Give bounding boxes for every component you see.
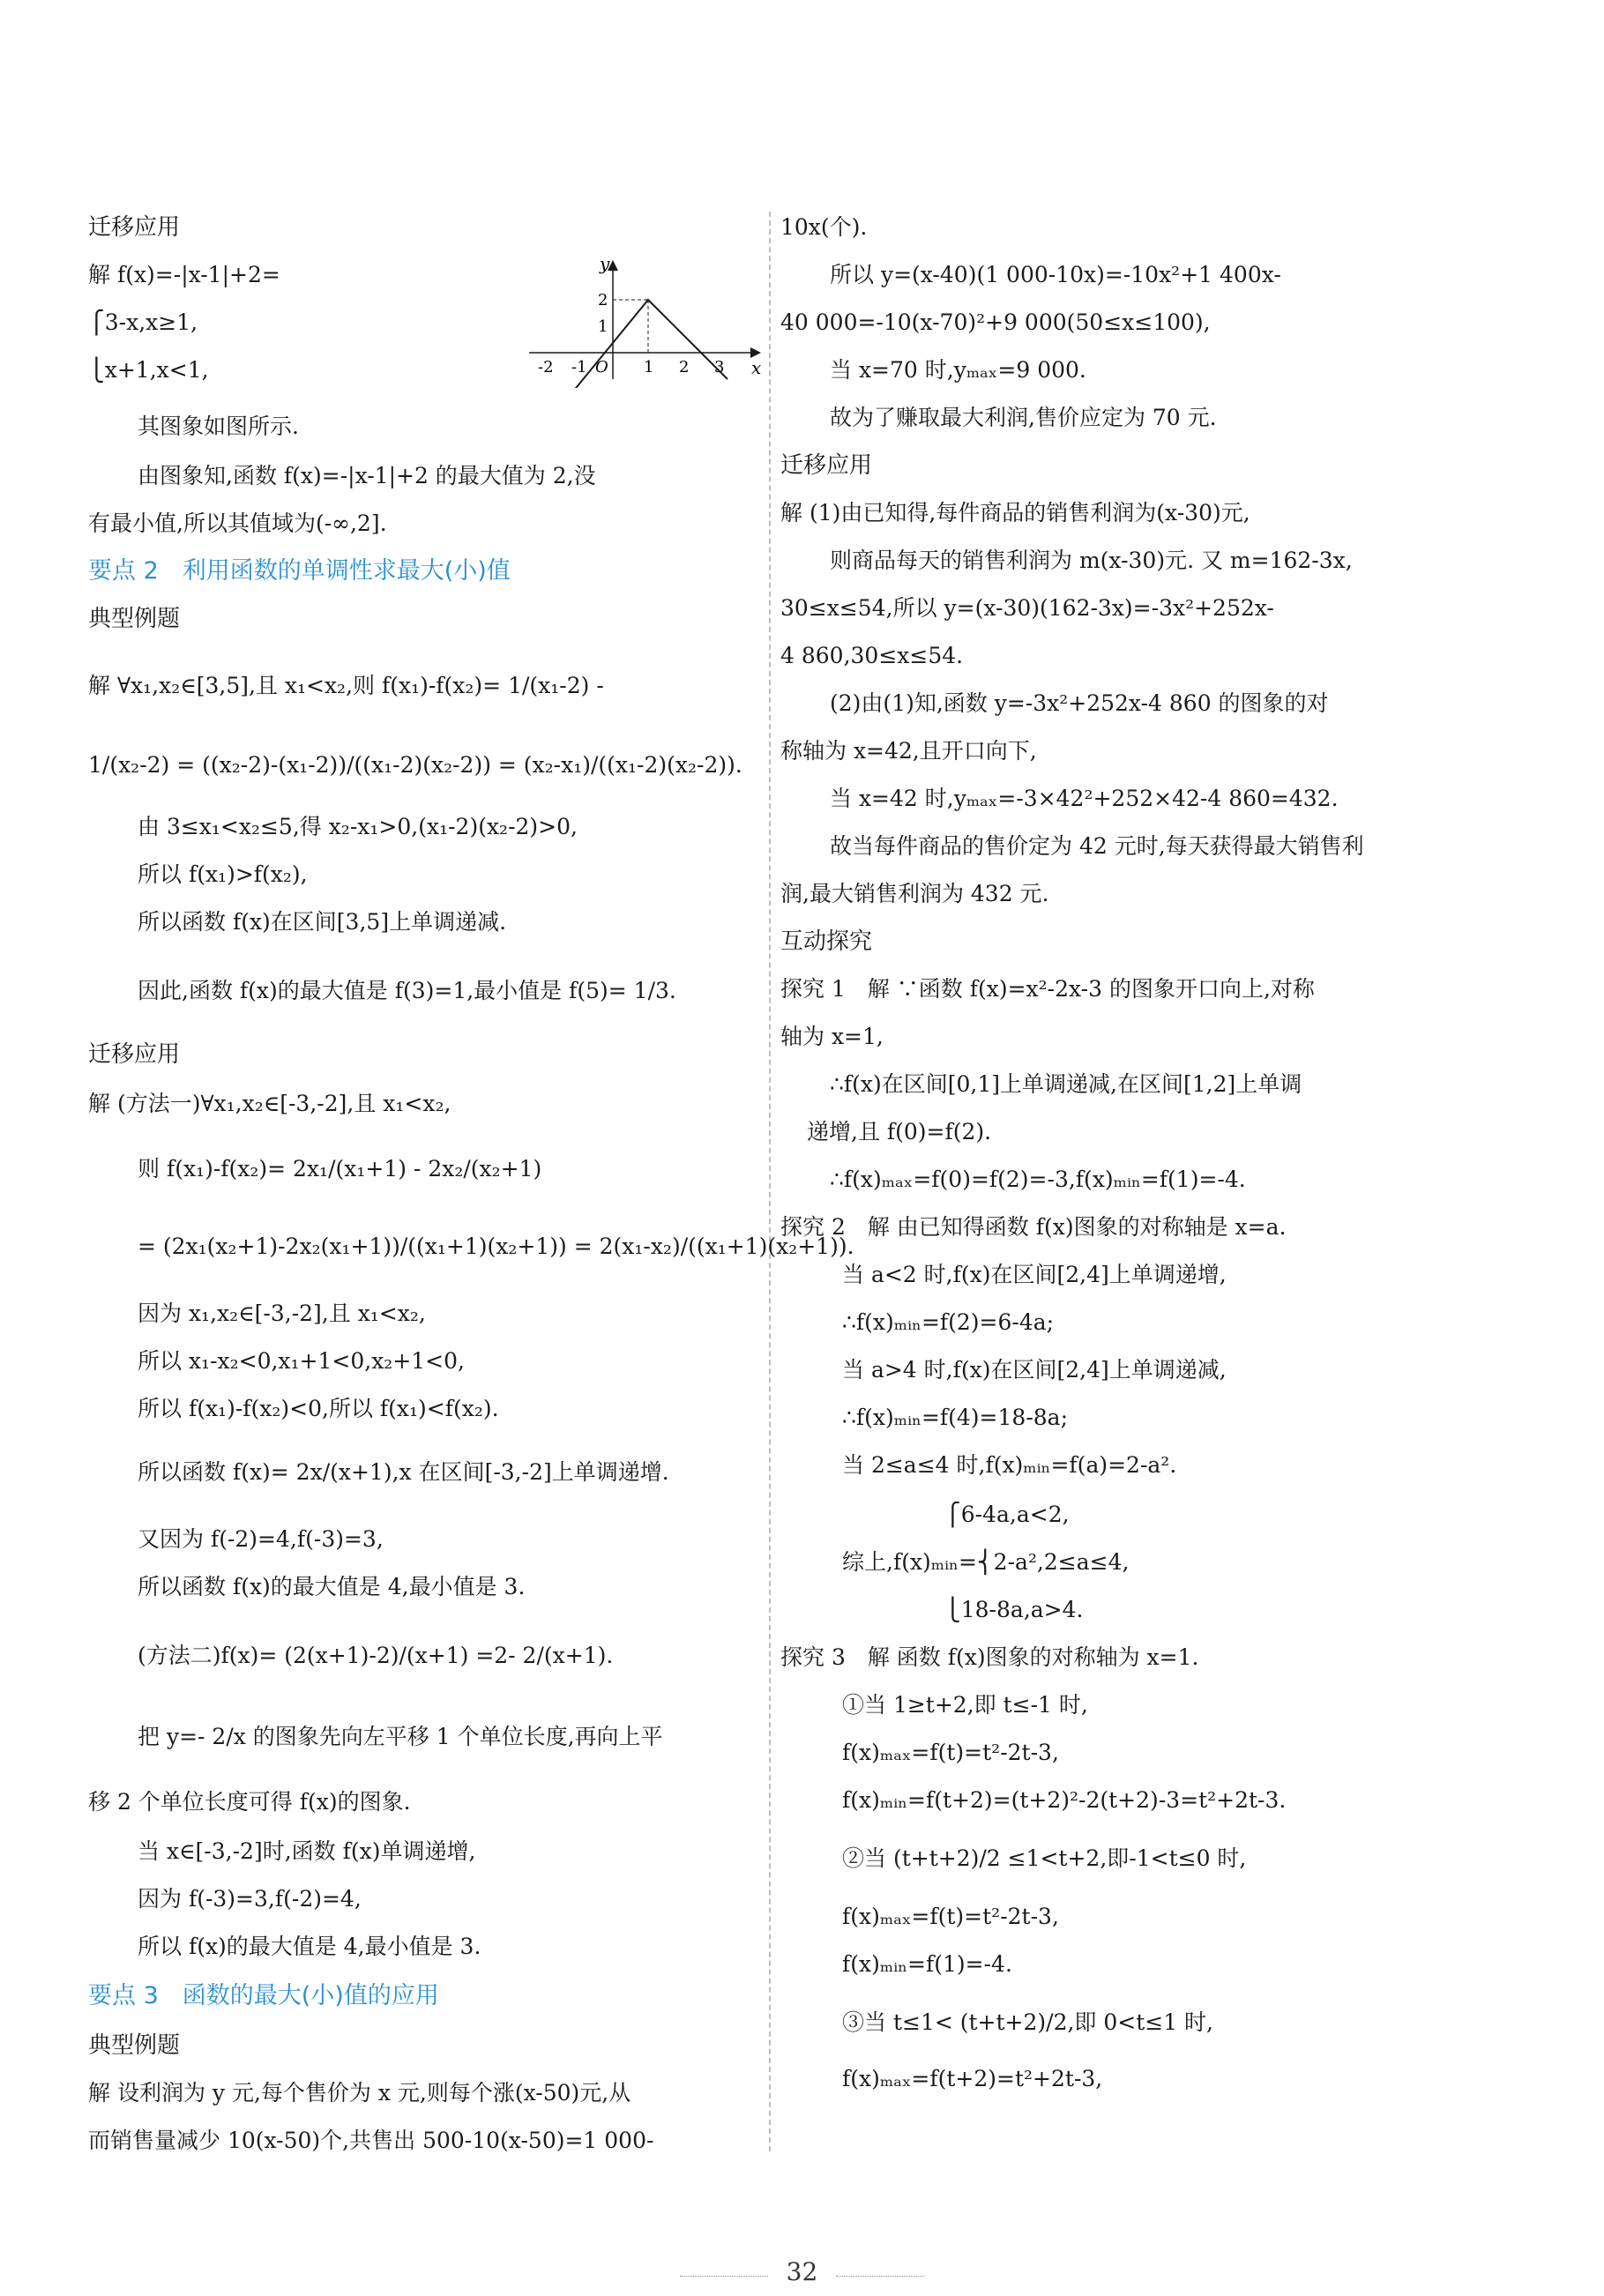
text-line: 所以 x₁-x₂<0,x₁+1<0,x₂+1<0, [138,1348,465,1374]
page-number: 32 [786,2257,818,2286]
y-tick-label: 1 [598,317,608,336]
text-line: ③当 t≤1< (t+t+2)/2,即 0<t≤1 时, [842,2009,1214,2035]
column-divider [769,212,771,2151]
text-line: 综上,f(x)ₘᵢₙ=⎨2-a²,2≤a≤4, [842,1549,1130,1575]
text-line: 因为 x₁,x₂∈[-3,-2],且 x₁<x₂, [138,1301,426,1326]
text-line: 则 f(x₁)-f(x₂)= 2x₁/(x₁+1) - 2x₂/(x₂+1) [138,1156,542,1182]
text-line: ⎧3-x,x≥1, [88,309,198,335]
text-line: f(x)ₘₐₓ=f(t)=t²-2t-3, [842,1740,1059,1765]
text-line: 因此,函数 f(x)的最大值是 f(3)=1,最小值是 f(5)= 1/3. [138,978,676,1003]
x-tick-label: 1 [644,358,654,376]
text-line: 40 000=-10(x-70)²+9 000(50≤x≤100), [780,309,1211,335]
text-line: ∴f(x)在区间[0,1]上单调递减,在区间[1,2]上单调 [830,1071,1302,1097]
text-line: = (2x₁(x₂+1)-2x₂(x₁+1))/((x₁+1)(x₂+1)) = 2(x₁-x₂)/((x₁+1)(x₂+1)). [138,1234,854,1259]
axis-label-y: y [600,256,610,274]
text-line: 30≤x≤54,所以 y=(x-30)(162-3x)=-3x²+252x- [780,595,1274,621]
text-line: 有最小值,所以其值域为(-∞,2]. [88,511,387,536]
text-line: 探究 3 解 函数 f(x)图象的对称轴为 x=1. [780,1644,1199,1670]
text-line: 移 2 个单位长度可得 f(x)的图象. [88,1789,411,1815]
text-line: 10x(个). [780,214,868,240]
text-line: (方法二)f(x)= (2(x+1)-2)/(x+1) =2- 2/(x+1). [138,1643,614,1668]
text-line: 把 y=- 2/x 的图象先向左平移 1 个单位长度,再向上平 [138,1724,663,1749]
section-heading: 迁移应用 [780,452,873,479]
text-line: 故为了赚取最大利润,售价应定为 70 元. [830,405,1217,430]
text-line: 所以函数 f(x)的最大值是 4,最小值是 3. [138,1574,526,1599]
section-heading: 迁移应用 [88,214,181,241]
text-line: f(x)ₘₐₓ=f(t)=t²-2t-3, [842,1904,1059,1929]
x-tick-label: -1 [571,358,587,376]
text-line: 所以 f(x)的最大值是 4,最小值是 3. [138,1934,481,1959]
key-point-heading: 要点 2 利用函数的单调性求最大(小)值 [88,557,511,585]
text-line: 当 x∈[-3,-2]时,函数 f(x)单调递增, [138,1838,476,1864]
x-tick-label: 3 [714,358,725,376]
text-line: ⎩18-8a,a>4. [944,1597,1084,1622]
axis-label-x: x [751,357,762,378]
text-line: ∴f(x)ₘₐₓ=f(0)=f(2)=-3,f(x)ₘᵢₙ=f(1)=-4. [830,1167,1246,1192]
section-heading: 互动探究 [780,928,873,955]
text-line: f(x)ₘᵢₙ=f(1)=-4. [842,1951,1012,1977]
text-line: f(x)ₘᵢₙ=f(t+2)=(t+2)²-2(t+2)-3=t²+2t-3. [842,1787,1287,1813]
text-line: 称轴为 x=42,且开口向下, [780,738,1037,764]
y-tick-label: 2 [598,291,608,309]
text-line: 而销售量减少 10(x-50)个,共售出 500-10(x-50)=1 000- [88,2128,654,2153]
text-line: 则商品每天的销售利润为 m(x-30)元. 又 m=162-3x, [830,548,1353,573]
footer-decoration [836,2276,924,2277]
text-line: 当 a>4 时,f(x)在区间[2,4]上单调递减, [842,1357,1227,1383]
text-line: 故当每件商品的售价定为 42 元时,每天获得最大销售利 [830,833,1364,859]
text-line: 其图象如图所示. [138,414,299,439]
text-line: 由图象知,函数 f(x)=-|x-1|+2 的最大值为 2,没 [138,463,596,488]
text-line: ∴f(x)ₘᵢₙ=f(4)=18-8a; [842,1405,1068,1430]
text-line: 所以 y=(x-40)(1 000-10x)=-10x²+1 400x- [830,262,1281,287]
text-line: 递增,且 f(0)=f(2). [807,1119,992,1144]
text-line: 又因为 f(-2)=4,f(-3)=3, [138,1526,384,1552]
text-line: ①当 1≥t+2,即 t≤-1 时, [842,1692,1088,1718]
section-heading: 典型例题 [88,2032,181,2059]
text-line: 解 ∀x₁,x₂∈[3,5],且 x₁<x₂,则 f(x₁)-f(x₂)= 1/(x₁-2) - [88,673,604,698]
text-line: ⎧6-4a,a<2, [944,1502,1070,1527]
text-line: 当 x=70 时,yₘₐₓ=9 000. [830,357,1086,383]
text-line: 解 (1)由已知得,每件商品的销售利润为(x-30)元, [780,500,1250,526]
text-line: 所以 f(x₁)-f(x₂)<0,所以 f(x₁)<f(x₂). [138,1396,499,1421]
text-line: 解 (方法一)∀x₁,x₂∈[-3,-2],且 x₁<x₂, [88,1091,451,1116]
text-line: 当 2≤a≤4 时,f(x)ₘᵢₙ=f(a)=2-a². [842,1452,1177,1478]
section-heading: 迁移应用 [88,1041,181,1068]
x-tick-label: -2 [538,358,554,376]
text-line: 所以函数 f(x)在区间[3,5]上单调递减. [138,909,507,935]
text-line: f(x)ₘₐₓ=f(t+2)=t²+2t-3, [842,2066,1103,2091]
origin-label: O [595,358,608,376]
page-footer [0,2257,1604,2286]
text-line: 解 设利润为 y 元,每个售价为 x 元,则每个涨(x-50)元,从 [88,2080,631,2106]
text-line: 因为 f(-3)=3,f(-2)=4, [138,1886,362,1912]
text-line: ②当 (t+t+2)/2 ≤1<t+2,即-1<t≤0 时, [842,1845,1247,1871]
x-tick-label: 2 [679,358,690,376]
key-point-heading: 要点 3 函数的最大(小)值的应用 [88,1982,439,2009]
function-graph [520,256,767,388]
section-heading: 典型例题 [88,606,181,632]
text-line: 解 f(x)=-|x-1|+2= [88,262,280,287]
text-line: 当 x=42 时,yₘₐₓ=-3×42²+252×42-4 860=432. [830,786,1339,811]
text-line: 润,最大销售利润为 432 元. [780,881,1049,906]
text-line: (2)由(1)知,函数 y=-3x²+252x-4 860 的图象的对 [830,690,1329,716]
text-line: 探究 2 解 由已知得函数 f(x)图象的对称轴是 x=a. [780,1214,1287,1240]
text-line: 轴为 x=1, [780,1024,884,1049]
text-line: ⎩x+1,x<1, [88,357,209,383]
text-line: 探究 1 解 ∵函数 f(x)=x²-2x-3 的图象开口向上,对称 [780,976,1315,1002]
footer-decoration [680,2276,768,2277]
text-line: 所以函数 f(x)= 2x/(x+1),x 在区间[-3,-2]上单调递增. [138,1459,669,1485]
text-line: 所以 f(x₁)>f(x₂), [138,861,308,887]
text-line: 1/(x₂-2) = ((x₂-2)-(x₁-2))/((x₁-2)(x₂-2)) = (x₂-x₁)/((x₁-2)(x₂-2)). [88,752,742,778]
text-line: 由 3≤x₁<x₂≤5,得 x₂-x₁>0,(x₁-2)(x₂-2)>0, [138,814,578,839]
text-line: 当 a<2 时,f(x)在区间[2,4]上单调递增, [842,1262,1227,1287]
text-line: 4 860,30≤x≤54. [780,643,964,668]
text-line: ∴f(x)ₘᵢₙ=f(2)=6-4a; [842,1309,1055,1335]
